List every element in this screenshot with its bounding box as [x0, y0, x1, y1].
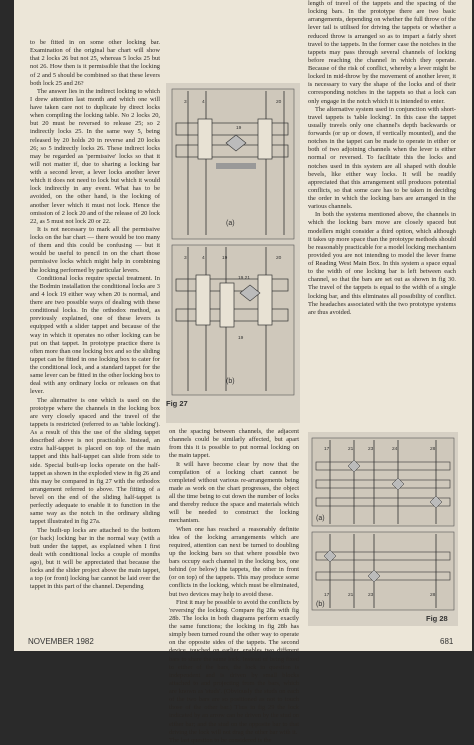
lever-number: 28 [430, 593, 436, 598]
paragraph: It is not necessary to mark all the permissive locks on the bar chart — there would be too many of them and this could be confusing — but it would be useful to pencil in on the chart those permissive locks which might help in combining the locking performed by particular levers. [30, 225, 160, 274]
lever-number: 3 [184, 256, 187, 261]
lever-number: 20 [276, 256, 282, 261]
lever-number: 19 [222, 256, 228, 261]
lever-number: 4 [202, 100, 205, 105]
lever-number: 24 [392, 447, 398, 452]
panel-label: (b) [316, 601, 325, 608]
paragraph: to be fitted in on some other locking bar. Examination of the original bar chart will show that 2 locks 26 but not 25, whereas 5 locks 25 but not 26. How then is it permissible that the locking of 2 and 5 should be combined so that these levers both lock 25 and 26? [30, 39, 160, 87]
diagram-note: 19 [236, 126, 242, 131]
text-column-2 [169, 428, 299, 745]
lever-number: 17 [324, 593, 330, 598]
figure-caption: Fig 28 [426, 614, 448, 623]
paragraph: The alternative system used in conjunction with short-travel tappets is 'table locking'. In this case the tappet usually travels only one channel's depth backwards or forwards (or up or down, if vertically mounted), and the notches in the tappet can be made to operate in either or both of two adjoining channels when the lever is either normal or reversed. To facilitate this the locks and notches used in this system are all shaped with double bevels, like either way locks. It will be readily appreciated that this arrangement still produces potential conflicts, so that some care has to be taken in deciding the order in which the locking bars are arranged in the various channels. [308, 105, 456, 211]
issue-date: NOVEMBER 1982 [28, 637, 94, 646]
figure-27 [166, 83, 300, 423]
paragraph: The answer lies in the indirect locking to which I drew attention last month and which one will have taken care not to duplicate by direct locks when compiling the locking table. No 2 locks 20, but 20 must be reversed to release 25; so 2 indirectly locks 25. In the same way 5, being released by 20 holds 20 in reverse and 20 locks 26; so 5 indirectly locks 26. These indirect locks may be regarded as 'permissive' locks so that it will not matter if, due to sharing a locking bar with a second lever, a lever locks another lever which it does not need to lock but which it would lock indirectly in any event. What has to be avoided, on the other hand, is the locking of another lever which it must not lock. Hence the omission of 2 lock 20 and of the release of 20 lock 22, as 5 must not lock 20 or 22. [30, 87, 160, 225]
figure-28 [308, 432, 458, 626]
diagram-note: 19 [238, 336, 244, 341]
lever-number: 4 [202, 256, 205, 261]
panel-label: (a) [226, 220, 235, 227]
paragraph: When one has reached a reasonably definite idea of the locking arrangements which are required, attention can next be turned to doubling up the locking bars so that where possible two bars occupy each channel in the locking box, one behind (or below) the tappets, the other in front (or on top) of the tappets. This may produce some conflicts in the locking, which must be eliminated, but two devices may help to avoid these. [169, 525, 299, 598]
lever-number: 17 [324, 447, 330, 452]
lever-number: 21 [348, 593, 354, 598]
lever-number: 3 [184, 100, 187, 105]
paragraph: The built-up locks are attached to the bottom (or back) locking bar in the normal way (with a butt under the tappet, as explained when I first dealt with conditional locks a couple of months ago), but it will be appreciated that because the locks and the slider project above the main tappet, a top (or front) locking bar cannot be laid over the tappet in this part of the channel. Depending [30, 526, 160, 591]
paragraph: The last question to be considered is the [169, 736, 272, 744]
figure-27-diagram [166, 83, 300, 423]
lever-number: 28 [430, 447, 436, 452]
paragraph: It will have become clear by now that the compilation of a locking chart cannot be completed without various re-arrangements being made as work on the chart progresses, the object all the time being to cut down the number of locks and thereby reduce the space and materials which will be needed to construct the locking mechanism. [169, 460, 299, 525]
paragraph: First it may be possible to avoid the conflicts by 'reversing' the locking. Compare fig 28a with fig 28b. The locks in both diagrams perform exactly the same functions; the locking in fig 28b has simply been turned round the other way to operate on the opposite sides of the tappets. The second device, touched on earlier, enables two different bars to share the same lock. Instead of being fixed to either of the bars, the lock in question is independent and is driven by small blocks attached to and projecting from the bars, which are known as 'studs'. (Obviously the studs on each of the two bars are so positioned as not to touch those of the other bar.) Thus in fig 29 the lock indicated by an arrow can be driven by the stud on either bar; and the stud on the opposite bar to that driving the lock will not drag the other bar with it. [169, 598, 300, 736]
magazine-page [14, 0, 472, 744]
text-column-3 [308, 0, 456, 317]
page-number: 681 [440, 637, 454, 646]
diagram-note: 19 21 [238, 276, 251, 281]
figure-28-diagram [308, 432, 458, 626]
lever-number: 23 [368, 447, 374, 452]
paragraph: on the spacing between channels, the adjacent channels could be similarly affected, but apart from this it is possible to put normal locking on the main tappet. [169, 428, 299, 460]
paragraph: length of travel of the tappets and the spacing of the locking bars. In the prototype there are two basic arrangements, depending on whether the full throw of the lever tail is utilised for driving the tappets or whether a reduced throw is arranged so as to impart a fairly short travel to the tappets. In the former case the notches in the tappets may pass through several channels of locking before reaching the channel in which they operate. Because of the risk of conflict, whereby a lever might be locked in mid-throw by the movement of another lever, it is necessary to vary the shape of the locks and of their corresponding notches in the tappets so that a lock can only engage in the notch which it is intended to enter. [308, 0, 456, 105]
paragraph: Conditional locks require special treatment. In the Bodmin installation the conditional locks are 3 and 4 lock 19 either way when 20 is normal, and there are two possible ways of dealing with these conditional locks. In the orthodox method, as previously explained, one of these levers is equipped with a slider tappet and because of the way in which it operates no other locking can be put on that tappet. In prototype practice there is often more than one locking box and so the sliding tappet can be fitted in one locking box to cater for the conditional lock, and a standard tappet for the same lever can be fitted in the other locking box to deal with any ordinary locks or releases on that lever. [30, 274, 160, 396]
panel-label: (a) [316, 515, 325, 522]
lever-number: 21 [348, 447, 354, 452]
figure-caption: Fig 27 [166, 399, 188, 408]
paragraph: The alternative is one which is used on the prototype where the channels in the locking box are very closely spaced and the travel of the tappets is restricted (referred to as 'table locking'). As a result of this the use of the sliding tappet described above is not practicable. Instead, an extra half-tappet is placed on top of the main tappet and this half-tappet can slide from side to side. Special built-up locks operate on the half-tappet as shown in the exploded view in fig 26 and this may be compared in fig 27 with the orthodox arrangement referred to above. The fitting of a bevel on the end of the sliding half-tappet is perfectly adequate to enable it to function in the same way as the notch in the ordinary sliding tappet illustrated in fig 27a. [30, 396, 160, 526]
text-column-1 [30, 39, 160, 592]
paragraph: In both the systems mentioned above, the channels in which the locking bars move are closely spaced but modellers might consider a third option, which although it takes up more space than the prototype methods should be reasonably practicable for a model locking mechanism provided you are not intending to model the lever frame of Reading West Main Box. In this system a space equal to the width of one locking bar is left between each channel, so that the bars are set out as shown in fig 30. The travel of the tappets is equal to the width of a single locking bar, and this eliminates all possibility of conflict. The headaches associated with the two prototype systems are thus avoided. [308, 211, 456, 316]
panel-label: (b) [226, 378, 235, 385]
lever-number: 23 [368, 593, 374, 598]
lever-number: 20 [276, 100, 282, 105]
